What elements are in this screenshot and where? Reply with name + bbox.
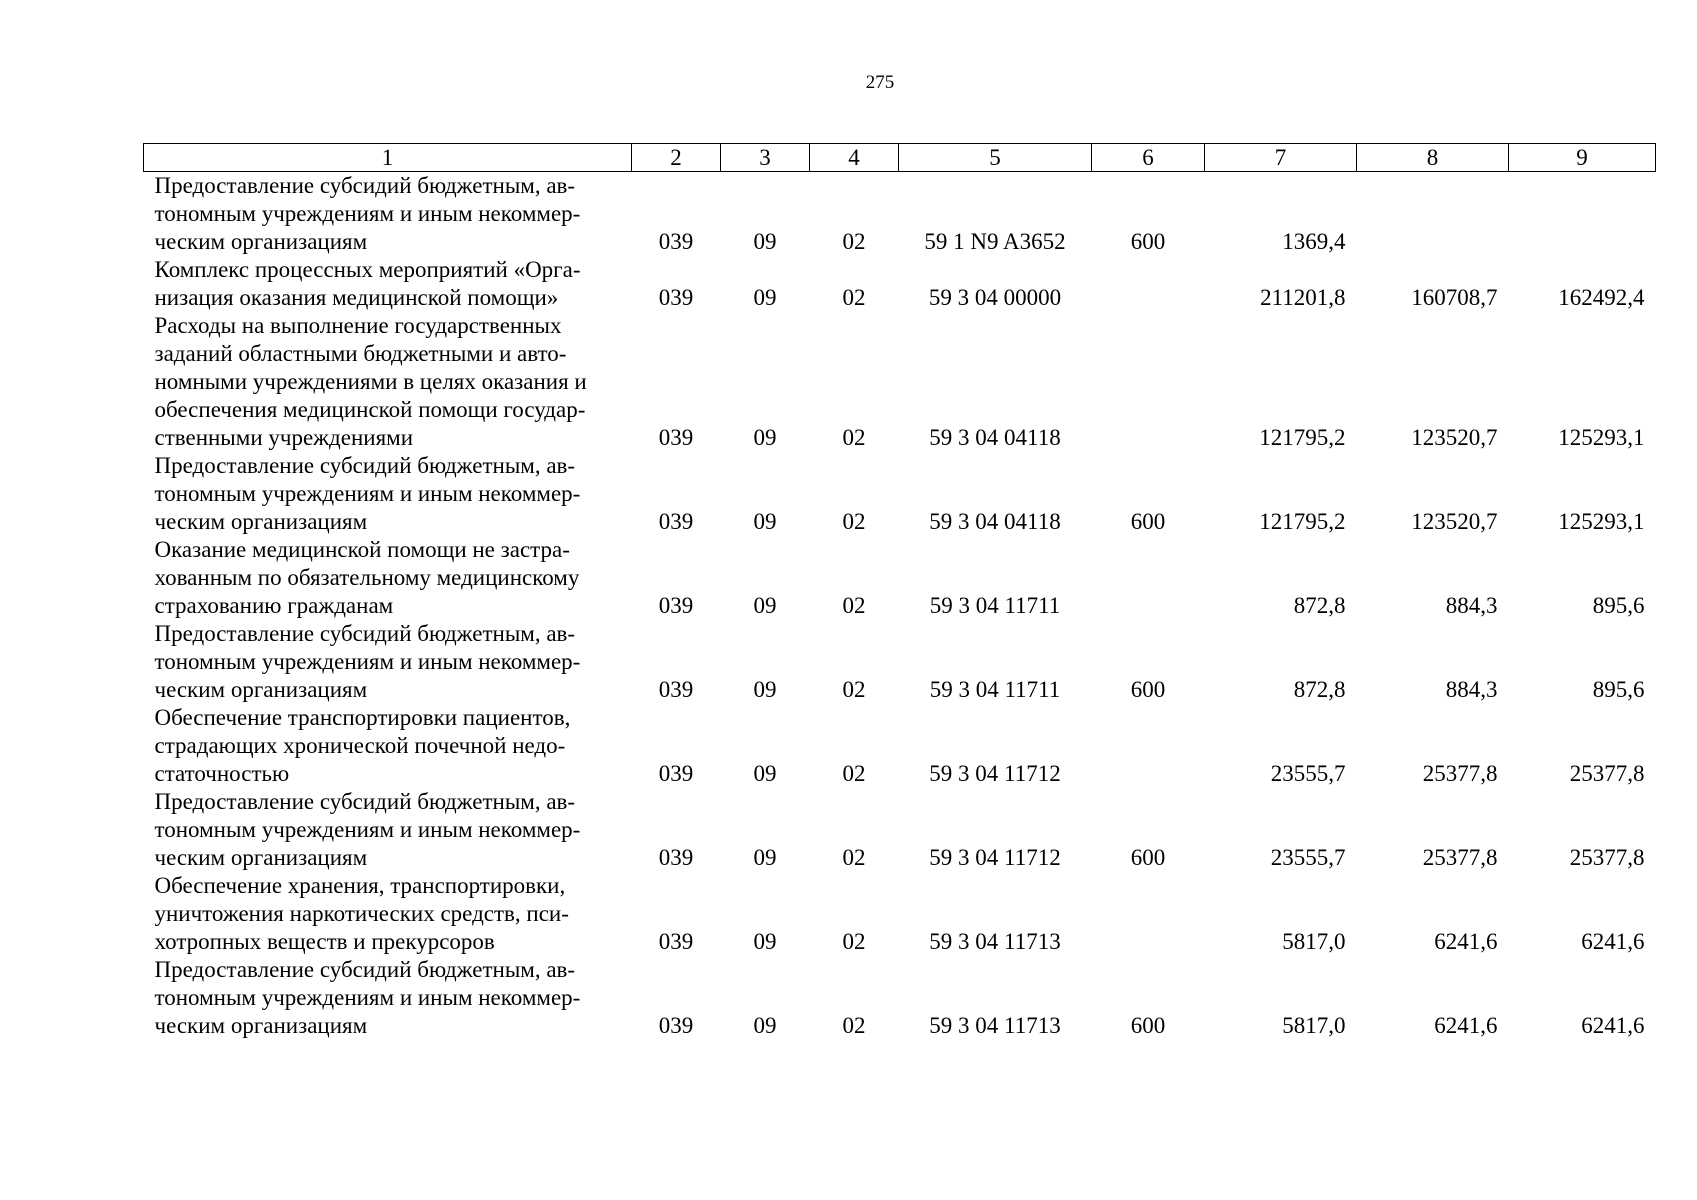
- budget-table: [143, 143, 1656, 1040]
- cell-section: 09: [753, 285, 777, 310]
- cell-expense-type: [1092, 312, 1205, 452]
- cell-amount-col8: 160708,7: [1411, 285, 1498, 310]
- cell-amount-col8: 884,3: [1445, 677, 1498, 702]
- cell-amount-col7: 5817,0: [1282, 929, 1346, 954]
- name-line: Расходы на выполнение государственных: [154, 313, 562, 338]
- cell-gov-code: 039: [658, 229, 694, 254]
- column-header-6: 6: [1092, 144, 1205, 172]
- cell-amount-col8: 25377,8: [1422, 845, 1498, 870]
- name-line: уничтожения наркотических средств, пси-: [154, 901, 569, 926]
- name-line: ческим организациям: [154, 845, 368, 870]
- cell-expense-type: 600: [1130, 509, 1166, 534]
- cell-subsection: 02: [842, 425, 866, 450]
- cell-subsection: 02: [842, 285, 866, 310]
- cell-name: [144, 788, 632, 872]
- name-line: ственными учреждениями: [154, 425, 414, 450]
- cell-amount-col9: 895,6: [1592, 593, 1645, 618]
- cell-target-article: 59 3 04 11713: [929, 929, 1061, 954]
- cell-gov-code: 039: [658, 1013, 694, 1038]
- cell-amount-col8: 123520,7: [1411, 425, 1498, 450]
- name-line: номными учреждениями в целях оказания и: [154, 369, 587, 394]
- column-header-7: 7: [1205, 144, 1357, 172]
- cell-subsection: 02: [842, 929, 866, 954]
- cell-amount-col9: 125293,1: [1558, 425, 1645, 450]
- cell-section: 09: [753, 509, 777, 534]
- cell-name: [144, 172, 632, 257]
- name-line: Предоставление субсидий бюджетным, ав-: [154, 621, 576, 646]
- name-line: Предоставление субсидий бюджетным, ав-: [154, 173, 576, 198]
- name-line: заданий областными бюджетными и авто-: [154, 341, 567, 366]
- cell-amount-col9: 25377,8: [1569, 845, 1645, 870]
- cell-amount-col7: 23555,7: [1270, 845, 1346, 870]
- column-header-8: 8: [1357, 144, 1509, 172]
- cell-amount-col9: 895,6: [1592, 677, 1645, 702]
- name-line: тономным учреждениям и иным некоммер-: [154, 817, 581, 842]
- table-row: [144, 312, 1656, 452]
- table-row: [144, 256, 1656, 312]
- cell-target-article: 59 3 04 11711: [929, 677, 1061, 702]
- cell-subsection: 02: [842, 677, 866, 702]
- cell-amount-col8: 6241,6: [1434, 929, 1498, 954]
- column-header-3: 3: [721, 144, 810, 172]
- header-row: [144, 144, 1656, 172]
- cell-name: [144, 536, 632, 620]
- cell-amount-col7: 23555,7: [1270, 761, 1346, 786]
- table-row: [144, 956, 1656, 1040]
- cell-name: [144, 452, 632, 536]
- column-header-5: 5: [899, 144, 1092, 172]
- cell-section: 09: [753, 677, 777, 702]
- name-line: Обеспечение хранения, транспортировки,: [154, 873, 566, 898]
- cell-name: [144, 312, 632, 452]
- table-row: [144, 452, 1656, 536]
- name-line: статочностью: [154, 761, 290, 786]
- cell-section: 09: [753, 593, 777, 618]
- cell-expense-type: [1092, 256, 1205, 312]
- cell-name: [144, 256, 632, 312]
- cell-amount-col9: [1509, 172, 1656, 257]
- cell-target-article: 59 3 04 11712: [929, 845, 1061, 870]
- name-line: Предоставление субсидий бюджетным, ав-: [154, 789, 576, 814]
- cell-name: [144, 620, 632, 704]
- cell-section: 09: [753, 425, 777, 450]
- name-line: хотропных веществ и прекурсоров: [154, 929, 495, 954]
- cell-amount-col9: 25377,8: [1569, 761, 1645, 786]
- column-header-4: 4: [810, 144, 899, 172]
- cell-section: 09: [753, 845, 777, 870]
- cell-gov-code: 039: [658, 845, 694, 870]
- name-line: ческим организациям: [154, 509, 368, 534]
- name-line: обеспечения медицинской помощи государ-: [154, 397, 586, 422]
- cell-amount-col9: 125293,1: [1558, 509, 1645, 534]
- cell-subsection: 02: [842, 509, 866, 534]
- cell-gov-code: 039: [658, 929, 694, 954]
- name-line: тономным учреждениям и иным некоммер-: [154, 481, 581, 506]
- name-line: хованным по обязательному медицинскому: [154, 565, 580, 590]
- name-line: Обеспечение транспортировки пациентов,: [154, 705, 571, 730]
- table-row: [144, 620, 1656, 704]
- cell-name: [144, 872, 632, 956]
- cell-amount-col8: 123520,7: [1411, 509, 1498, 534]
- table-row: [144, 536, 1656, 620]
- cell-subsection: 02: [842, 229, 866, 254]
- cell-target-article: 59 1 N9 A3652: [924, 229, 1066, 254]
- name-line: ческим организациям: [154, 229, 368, 254]
- cell-section: 09: [753, 1013, 777, 1038]
- cell-amount-col7: 121795,2: [1259, 425, 1346, 450]
- page-number: 275: [865, 72, 895, 93]
- cell-target-article: 59 3 04 04118: [929, 509, 1061, 534]
- cell-amount-col8: 6241,6: [1434, 1013, 1498, 1038]
- cell-gov-code: 039: [658, 593, 694, 618]
- cell-amount-col7: 872,8: [1293, 677, 1346, 702]
- cell-expense-type: 600: [1130, 845, 1166, 870]
- cell-expense-type: [1092, 704, 1205, 788]
- cell-amount-col9: 6241,6: [1581, 929, 1645, 954]
- cell-gov-code: 039: [658, 677, 694, 702]
- table-row: [144, 872, 1656, 956]
- cell-gov-code: 039: [658, 761, 694, 786]
- name-line: Оказание медицинской помощи не застра-: [154, 537, 570, 562]
- table-header: [144, 144, 1656, 172]
- cell-section: 09: [753, 929, 777, 954]
- cell-section: 09: [753, 229, 777, 254]
- name-line: тономным учреждениям и иным некоммер-: [154, 649, 581, 674]
- cell-amount-col9: 6241,6: [1581, 1013, 1645, 1038]
- cell-amount-col7: 1369,4: [1282, 229, 1346, 254]
- cell-expense-type: 600: [1130, 1013, 1166, 1038]
- cell-target-article: 59 3 04 11712: [929, 761, 1061, 786]
- table-row: [144, 788, 1656, 872]
- cell-target-article: 59 3 04 11711: [929, 593, 1061, 618]
- name-line: Предоставление субсидий бюджетным, ав-: [154, 453, 576, 478]
- cell-gov-code: 039: [658, 425, 694, 450]
- cell-amount-col9: 162492,4: [1558, 285, 1645, 310]
- cell-gov-code: 039: [658, 285, 694, 310]
- cell-target-article: 59 3 04 04118: [929, 425, 1061, 450]
- cell-amount-col7: 211201,8: [1260, 285, 1346, 310]
- cell-amount-col8: 884,3: [1445, 593, 1498, 618]
- column-header-2: 2: [632, 144, 721, 172]
- name-line: тономным учреждениям и иным некоммер-: [154, 985, 581, 1010]
- name-line: страдающих хронической почечной недо-: [154, 733, 566, 758]
- cell-expense-type: [1092, 536, 1205, 620]
- table-row: [144, 704, 1656, 788]
- table-body: [144, 172, 1656, 1041]
- cell-name: [144, 956, 632, 1040]
- cell-amount-col7: 872,8: [1293, 593, 1346, 618]
- column-header-1: 1: [144, 144, 632, 172]
- cell-name: [144, 704, 632, 788]
- name-line: Предоставление субсидий бюджетным, ав-: [154, 957, 576, 982]
- cell-subsection: 02: [842, 1013, 866, 1038]
- cell-expense-type: 600: [1130, 229, 1166, 254]
- column-header-9: 9: [1509, 144, 1656, 172]
- table-row: [144, 172, 1656, 257]
- cell-gov-code: 039: [658, 509, 694, 534]
- cell-amount-col7: 5817,0: [1282, 1013, 1346, 1038]
- name-line: Комплекс процессных мероприятий «Орга-: [154, 257, 581, 282]
- name-line: тономным учреждениям и иным некоммер-: [154, 201, 581, 226]
- cell-subsection: 02: [842, 761, 866, 786]
- cell-expense-type: 600: [1130, 677, 1166, 702]
- name-line: ческим организациям: [154, 1013, 368, 1038]
- cell-target-article: 59 3 04 11713: [929, 1013, 1061, 1038]
- cell-target-article: 59 3 04 00000: [928, 285, 1062, 310]
- cell-subsection: 02: [842, 593, 866, 618]
- name-line: низация оказания медицинской помощи»: [154, 285, 559, 310]
- cell-section: 09: [753, 761, 777, 786]
- cell-amount-col8: 25377,8: [1422, 761, 1498, 786]
- cell-expense-type: [1092, 872, 1205, 956]
- cell-amount-col7: 121795,2: [1259, 509, 1346, 534]
- cell-subsection: 02: [842, 845, 866, 870]
- name-line: ческим организациям: [154, 677, 368, 702]
- cell-amount-col8: [1357, 172, 1509, 257]
- name-line: страхованию гражданам: [154, 593, 394, 618]
